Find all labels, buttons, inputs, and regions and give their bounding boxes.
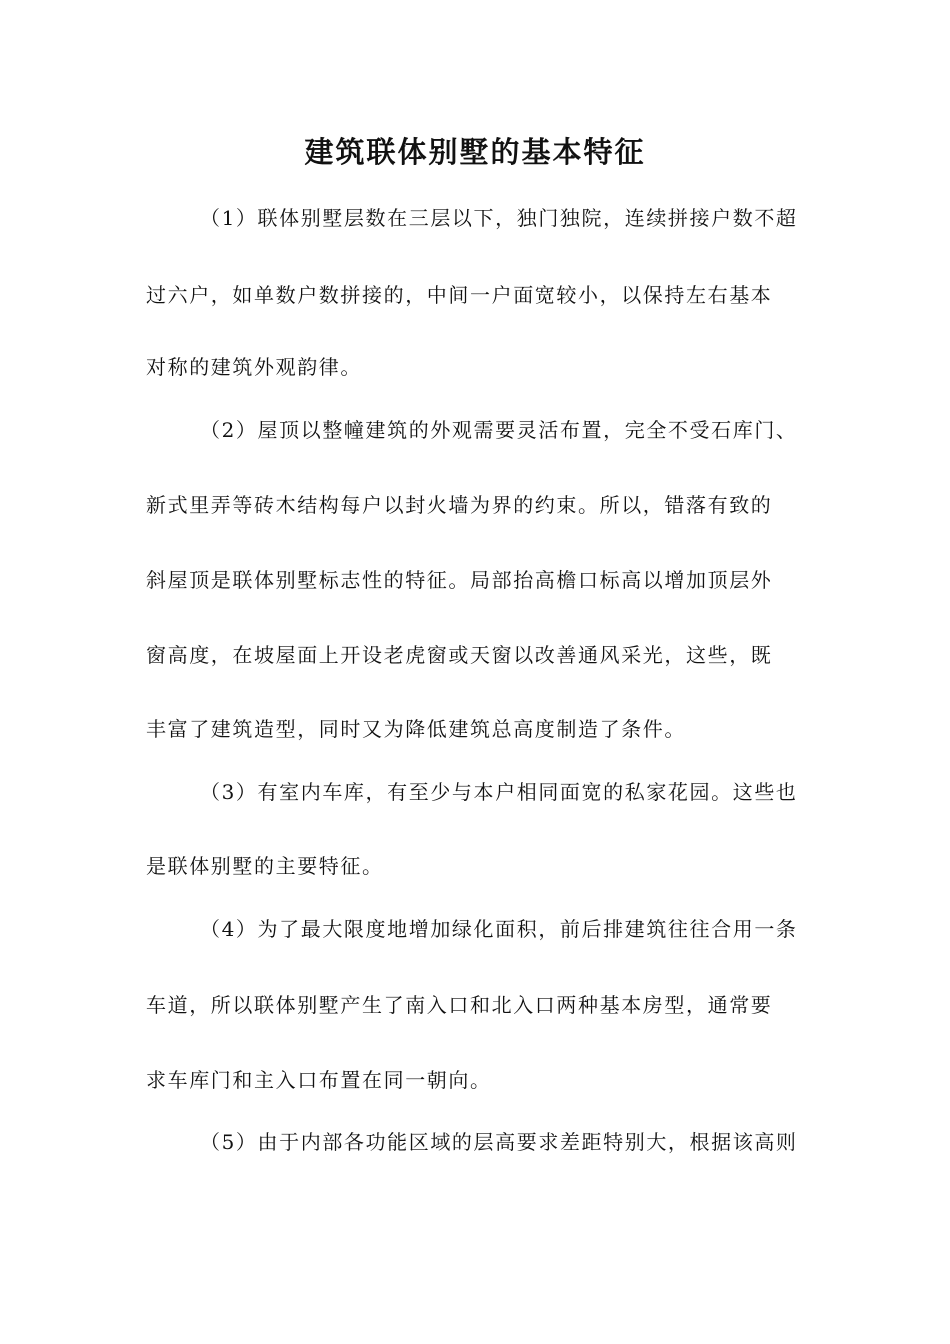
paragraph-2-line-2: 新式里弄等砖木结构每户以封火墙为界的约束。所以，错落有致的	[146, 493, 773, 517]
paragraph-1-line-3: 对称的建筑外观韵律。	[146, 355, 362, 379]
paragraph-5-line-1: （5）由于内部各功能区域的层高要求差距特别大，根据该高则	[200, 1130, 798, 1154]
paragraph-1-line-1: （1）联体别墅层数在三层以下，独门独院，连续拼接户数不超	[200, 206, 798, 230]
paragraph-2-line-3: 斜屋顶是联体别墅标志性的特征。局部抬高檐口标高以增加顶层外	[146, 568, 773, 592]
paragraph-4-line-1: （4）为了最大限度地增加绿化面积，前后排建筑往往合用一条	[200, 917, 798, 941]
paragraph-2-line-1: （2）屋顶以整幢建筑的外观需要灵活布置，完全不受石库门、	[200, 418, 798, 442]
paragraph-4-line-2: 车道，所以联体别墅产生了南入口和北入口两种基本房型，通常要	[146, 993, 773, 1017]
paragraph-4-line-3: 求车库门和主入口布置在同一朝向。	[146, 1068, 492, 1092]
paragraph-1-line-2: 过六户，如单数户数拼接的，中间一户面宽较小，以保持左右基本	[146, 283, 773, 307]
paragraph-2-line-5: 丰富了建筑造型，同时又为降低建筑总高度制造了条件。	[146, 717, 686, 741]
paragraph-3-line-2: 是联体别墅的主要特征。	[146, 854, 384, 878]
paragraph-2-line-4: 窗高度，在坡屋面上开设老虎窗或天窗以改善通风采光，这些，既	[146, 643, 773, 667]
document-title: 建筑联体别墅的基本特征	[304, 135, 646, 169]
paragraph-3-line-1: （3）有室内车库，有至少与本户相同面宽的私家花园。这些也	[200, 780, 798, 804]
